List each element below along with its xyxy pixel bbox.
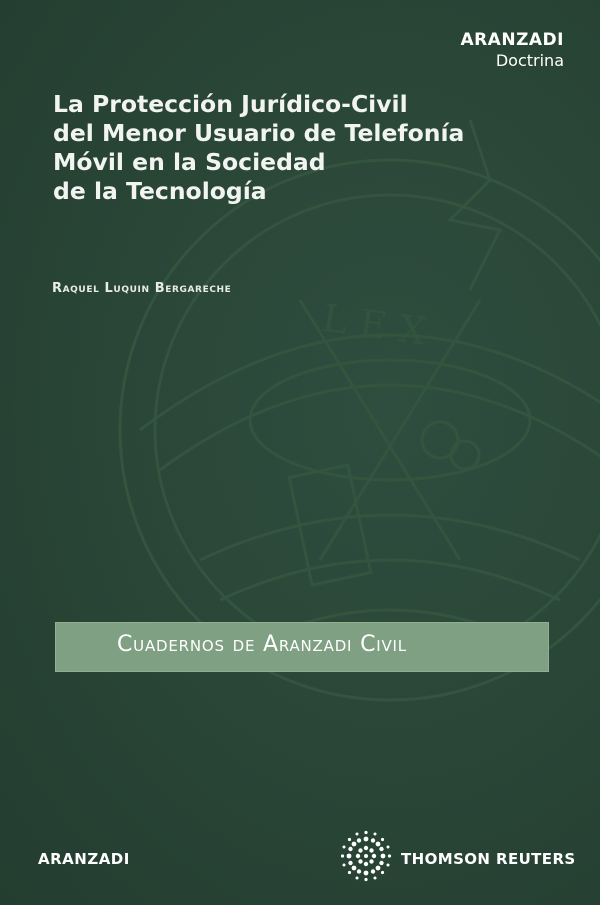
collection-name: Cuadernos de Aranzadi Civil <box>117 632 407 657</box>
title-line: de la Tecnología <box>53 176 267 205</box>
thomson-reuters-dot-sphere-icon <box>340 830 392 882</box>
svg-text:L E X: L E X <box>319 295 429 354</box>
publisher-name: ARANZADI <box>460 30 564 50</box>
collection-band <box>55 622 549 672</box>
publisher-series: Doctrina <box>495 51 564 71</box>
publisher-header <box>460 30 564 71</box>
book-title <box>53 90 493 206</box>
title-line: del Menor Usuario de Telefonía <box>53 118 465 147</box>
imprint-thomson-reuters: THOMSON REUTERS <box>401 850 576 868</box>
title-line: Móvil en la Sociedad <box>53 147 326 176</box>
imprint-aranzadi: ARANZADI <box>38 850 130 868</box>
title-line: La Protección Jurídico-Civil <box>53 90 408 118</box>
author-name: Raquel Luquin Bergareche <box>52 281 232 296</box>
